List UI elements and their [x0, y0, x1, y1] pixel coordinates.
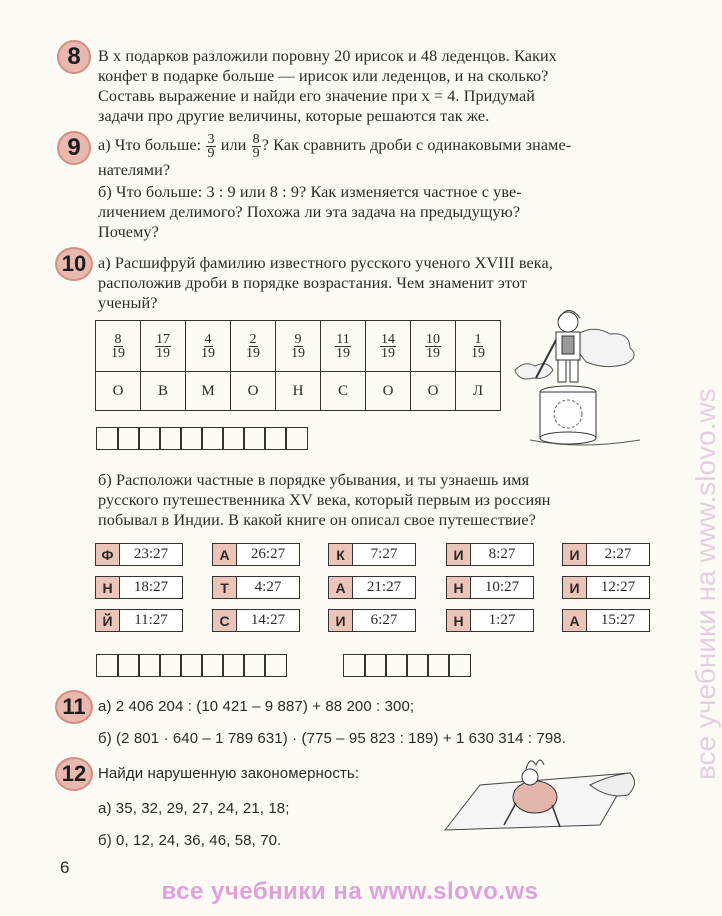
cipher-letters-row [96, 372, 501, 411]
card-letter: И [563, 577, 587, 598]
answer-box[interactable] [138, 427, 161, 450]
task-8-text [98, 46, 658, 126]
cipher-fraction-cell [96, 321, 141, 372]
quotient-card [328, 543, 416, 566]
frac-numerator: 17 [156, 331, 170, 347]
quotient-card [212, 543, 300, 566]
cipher-fraction [470, 333, 486, 360]
cipher-fraction [110, 333, 126, 360]
task-9-b-line: личением делимого? Похожа ли эта задача на предыдущую? [98, 203, 521, 221]
card-quotient: 7:27 [353, 544, 415, 565]
task-10-b [98, 470, 658, 530]
task-12-number [55, 757, 93, 791]
cipher-letter: М [186, 372, 231, 411]
task-9-a-line2: нателями? [98, 161, 171, 179]
frac-denominator: 19 [201, 345, 215, 361]
quotient-card [212, 609, 300, 632]
card-letter: Н [447, 610, 471, 631]
task-9-a-line1 [98, 133, 658, 160]
task-10-b-line: русского путешественника XV века, который первым из россиян [98, 491, 551, 509]
card-letter: И [563, 544, 587, 565]
quotient-card [95, 576, 183, 599]
card-letter: А [563, 610, 587, 631]
answer-box[interactable] [180, 427, 203, 450]
card-quotient: 6:27 [353, 610, 415, 631]
frac-numerator: 8 [114, 331, 122, 347]
fraction-3-9 [206, 133, 215, 160]
task-10-b-line: побывал в Индии. В какой книге он описал свое путешествие? [98, 511, 536, 529]
cipher-letter: Н [276, 372, 321, 411]
cipher-fraction-cell [321, 321, 366, 372]
answer-box[interactable] [117, 654, 140, 677]
cipher-table [95, 320, 501, 411]
task-9-b [98, 182, 658, 242]
task-8-line: конфет в подарке больше — ирисок или леденцов, и на сколько? [98, 67, 549, 85]
answer-box[interactable] [285, 427, 308, 450]
answer-box[interactable] [364, 654, 387, 677]
answer-box[interactable] [138, 654, 161, 677]
quotient-card [95, 543, 183, 566]
cipher-letter: Л [456, 372, 501, 411]
answer-box[interactable] [159, 427, 182, 450]
quotient-card [446, 543, 534, 566]
task-10-number [55, 247, 93, 281]
quotient-card [328, 609, 416, 632]
task-9-b-line: б) Что больше: 3 : 9 или 8 : 9? Как изменяется частное с уве- [98, 183, 522, 201]
task-9-number [57, 131, 91, 165]
answer-box[interactable] [222, 427, 245, 450]
answer-boxes-10b-first-name[interactable] [96, 654, 285, 677]
task-10-a-line: а) Расшифруй фамилию известного русского ученого XVIII века, [98, 254, 553, 272]
answer-box[interactable] [343, 654, 366, 677]
cipher-fraction [380, 333, 396, 360]
frac-denominator: 9 [207, 146, 215, 161]
card-letter: И [447, 544, 471, 565]
cipher-fraction [335, 333, 351, 360]
card-letter: С [213, 610, 237, 631]
answer-box[interactable] [96, 654, 119, 677]
quotient-card [562, 576, 650, 599]
frac-denominator: 19 [291, 345, 305, 361]
cipher-fraction-cell [231, 321, 276, 372]
answer-box[interactable] [222, 654, 245, 677]
answer-box[interactable] [406, 654, 429, 677]
quotient-card [328, 576, 416, 599]
quotient-card [212, 576, 300, 599]
page-number: 6 [60, 858, 70, 877]
cipher-fraction [425, 333, 441, 360]
answer-box[interactable] [448, 654, 471, 677]
cipher-fraction [245, 333, 261, 360]
task-9-number-text: 9 [67, 134, 81, 161]
fraction-8-9 [252, 133, 261, 160]
task-9-or: или [220, 136, 247, 155]
task-11-a: а) 2 406 204 : (10 421 – 9 887) + 88 200 : 300; [98, 698, 415, 715]
card-letter: Ф [96, 544, 120, 565]
answer-box[interactable] [96, 427, 119, 450]
quotient-card [95, 609, 183, 632]
cipher-fraction-cell [186, 321, 231, 372]
frac-numerator: 4 [204, 331, 212, 347]
cipher-fraction-cell [276, 321, 321, 372]
cipher-letter: С [321, 372, 366, 411]
answer-box[interactable] [201, 654, 224, 677]
task-9-a-suffix: ? Как сравнить дроби с одинаковыми знаме- [261, 136, 572, 155]
card-quotient: 14:27 [237, 610, 299, 631]
cipher-fraction-cell [141, 321, 186, 372]
frac-numerator: 14 [381, 331, 395, 347]
task-8-number [57, 40, 91, 74]
task-10-a-line: ученый? [98, 294, 158, 312]
cipher-fraction-cell [411, 321, 456, 372]
answer-box[interactable] [159, 654, 182, 677]
card-quotient: 8:27 [471, 544, 533, 565]
answer-box[interactable] [264, 427, 287, 450]
card-letter: Н [96, 577, 120, 598]
task-11-number-text: 11 [62, 694, 86, 719]
frac-numerator: 8 [252, 132, 260, 147]
cipher-letter: О [411, 372, 456, 411]
watermark-side: все учебники на www.slovo.ws [690, 388, 721, 780]
task-9-a [98, 133, 658, 180]
frac-denominator: 19 [426, 345, 440, 361]
card-quotient: 4:27 [237, 577, 299, 598]
answer-box[interactable] [201, 427, 224, 450]
quotient-card [446, 576, 534, 599]
frac-numerator: 1 [474, 331, 482, 347]
frac-denominator: 19 [156, 345, 170, 361]
frac-denominator: 19 [111, 345, 125, 361]
task-12-number-text: 12 [61, 761, 87, 786]
cipher-fraction [200, 333, 216, 360]
task-8-line: Составь выражение и найди его значение при x = 4. Придумай [98, 87, 536, 105]
quotient-card [562, 543, 650, 566]
task-9-a-prefix: а) Что больше: [98, 136, 202, 155]
scientist-statue-illustration [510, 300, 650, 450]
task-10-a-line: расположив дроби в порядке возрастания. Чем знаменит этот [98, 274, 527, 292]
answer-box[interactable] [180, 654, 203, 677]
cipher-letter: О [96, 372, 141, 411]
card-quotient: 10:27 [471, 577, 533, 598]
cipher-fraction-cell [366, 321, 411, 372]
card-quotient: 12:27 [587, 577, 649, 598]
frac-numerator: 2 [249, 331, 257, 347]
card-letter: А [329, 577, 353, 598]
task-8-line: В x подарков разложили поровну 20 ирисок и 48 леденцов. Каких [98, 47, 557, 65]
answer-box[interactable] [243, 654, 266, 677]
frac-denominator: 9 [252, 146, 260, 161]
frac-denominator: 19 [471, 345, 485, 361]
answer-box[interactable] [117, 427, 140, 450]
card-quotient: 21:27 [353, 577, 415, 598]
task-11-b: б) (2 801 · 640 – 1 789 631) · (775 – 95 823 : 189) + 1 630 314 : 798. [98, 730, 567, 747]
card-letter: А [213, 544, 237, 565]
cipher-fraction [290, 333, 306, 360]
task-11-number [55, 690, 93, 724]
answer-box[interactable] [243, 427, 266, 450]
card-quotient: 1:27 [471, 610, 533, 631]
character-on-rug-illustration [440, 745, 635, 840]
cipher-letter: В [141, 372, 186, 411]
card-quotient: 2:27 [587, 544, 649, 565]
quotient-card [446, 609, 534, 632]
answer-boxes-10b-last-name[interactable] [343, 654, 469, 677]
answer-box[interactable] [264, 654, 287, 677]
task-12-b: б) 0, 12, 24, 36, 46, 58, 70. [98, 832, 282, 849]
frac-denominator: 19 [381, 345, 395, 361]
task-12-title: Найди нарушенную закономерность: [98, 765, 360, 782]
cipher-fraction [155, 333, 171, 360]
cipher-letter: О [231, 372, 276, 411]
cipher-fraction-cell [456, 321, 501, 372]
task-10-number-text: 10 [61, 251, 87, 276]
answer-box[interactable] [427, 654, 450, 677]
task-8-number-text: 8 [67, 43, 81, 70]
task-9-b-line: Почему? [98, 223, 159, 241]
quotient-card [562, 609, 650, 632]
card-letter: И [329, 610, 353, 631]
task-12-a: а) 35, 32, 29, 27, 24, 21, 18; [98, 800, 290, 817]
card-quotient: 26:27 [237, 544, 299, 565]
card-quotient: 23:27 [120, 544, 182, 565]
card-quotient: 15:27 [587, 610, 649, 631]
frac-numerator: 9 [294, 331, 302, 347]
card-quotient: 18:27 [120, 577, 182, 598]
card-quotient: 11:27 [120, 610, 182, 631]
task-8-line: задачи про другие величины, которые решаются так же. [98, 107, 490, 125]
cipher-letter: О [366, 372, 411, 411]
cipher-fractions-row [96, 321, 501, 372]
frac-numerator: 3 [207, 132, 215, 147]
answer-boxes-10a[interactable] [96, 427, 306, 450]
card-letter: Й [96, 610, 120, 631]
card-letter: Т [213, 577, 237, 598]
card-letter: К [329, 544, 353, 565]
task-10-b-line: б) Расположи частные в порядке убывания, и ты узнаешь имя [98, 471, 530, 489]
answer-box[interactable] [385, 654, 408, 677]
frac-numerator: 10 [426, 331, 440, 347]
frac-numerator: 11 [336, 331, 350, 347]
frac-denominator: 19 [246, 345, 260, 361]
card-letter: Н [447, 577, 471, 598]
frac-denominator: 19 [336, 345, 350, 361]
watermark-bottom: все учебники на www.slovo.ws [161, 878, 539, 905]
